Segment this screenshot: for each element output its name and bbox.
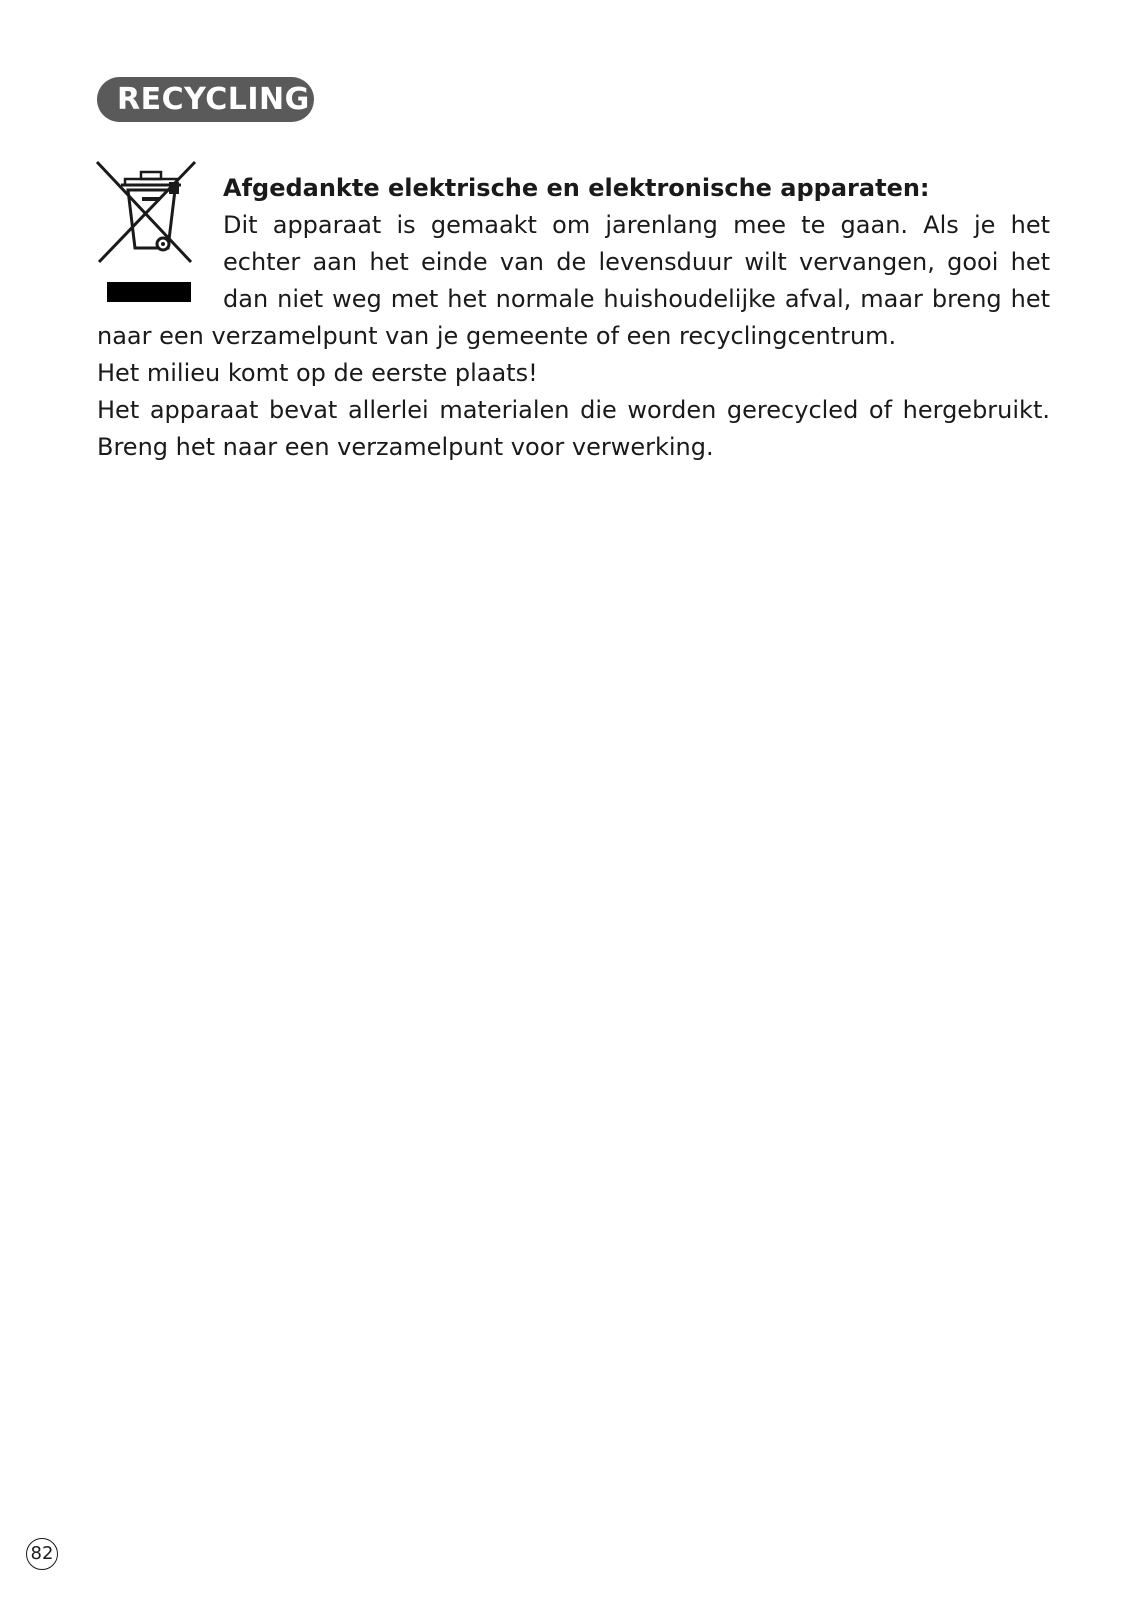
section-title-badge: RECYCLING xyxy=(97,77,314,122)
icon-spacer xyxy=(97,170,223,318)
recycling-text-block xyxy=(97,170,1050,466)
page-number: 82 xyxy=(26,1538,58,1570)
paragraph-environment: Het milieu komt op de eerste plaats! xyxy=(97,359,538,387)
paragraph-lifespan: Dit apparaat is gemaakt om jarenlang mee te gaan. Als je het echter aan het einde van de levensduur wilt vervangen, gooi het dan niet weg met het normale huishoudelijke afval, maar breng het naar een verzamelpunt van je gemeente of een recyclingcentrum. xyxy=(97,211,1050,350)
section-heading: Afgedankte elektrische en elektronische apparaten: xyxy=(223,174,930,202)
paragraph-materials: Het apparaat bevat allerlei materialen die worden gerecycled of hergebruikt. Breng het naar een verzamelpunt voor verwerking. xyxy=(97,396,1050,461)
